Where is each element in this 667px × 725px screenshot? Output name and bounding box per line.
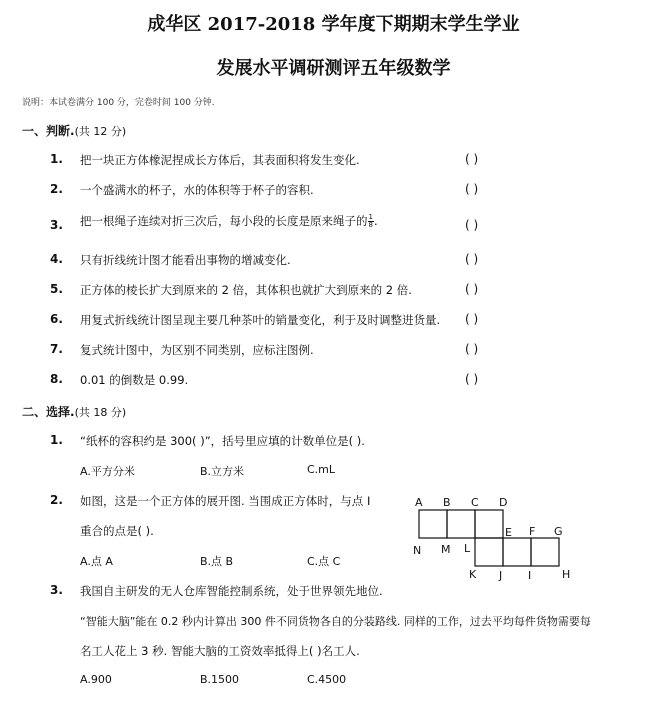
cube-net-squares — [419, 510, 559, 566]
q1-text: 把一块正方体橡泥捏成长方体后，其表面积将发生变化. — [80, 153, 360, 167]
q8-number: 8. — [50, 372, 63, 386]
q4-number: 4. — [50, 252, 63, 266]
choice-q3-text-line3: 名工人花上 3 秒. 智能大脑的工资效率抵得上( )名工人. — [80, 644, 360, 658]
cube-net-figure — [405, 492, 580, 584]
net-square-6 — [531, 538, 559, 566]
choice-q1-text: “纸杯的容积约是 300( )”，括号里应填的计数单位是( ). — [80, 434, 365, 448]
choice-q2-text-line2: 重合的点是( ). — [80, 524, 154, 538]
fraction-denominator: 8 — [368, 221, 373, 229]
net-square-4 — [475, 538, 503, 566]
q7-text: 复式统计图中，为区别不同类别，应标注图例. — [80, 343, 314, 357]
q2-number: 2. — [50, 182, 63, 196]
q3-text: 把一根绳子连续对折三次后，每小段的长度是原来绳子的 — [80, 214, 368, 228]
q3-answer-blank[interactable]: ( ) — [465, 218, 479, 232]
q3-text-wrap — [80, 213, 378, 229]
net-square-5 — [503, 538, 531, 566]
choice-q3-option-b[interactable]: B.1500 — [200, 673, 240, 686]
choice-q3-text-line1: 我国自主研发的无人仓库智能控制系统，处于世界领先地位. — [80, 584, 383, 598]
choice-q1-option-a[interactable]: A.平方分米 — [80, 465, 135, 478]
section2-points: (共 18 分) — [74, 406, 127, 419]
net-square-2 — [447, 510, 475, 538]
choice-q2-text-line1: 如图，这是一个正方体的展开图. 当围成正方体时，与点 I — [80, 494, 371, 508]
q6-text: 用复式折线统计图呈现主要几种茶叶的销量变化，利于及时调整进货量. — [80, 313, 441, 327]
net-label-e: E — [505, 526, 512, 539]
net-label-g: G — [554, 525, 563, 538]
net-label-h: H — [562, 568, 571, 581]
choice-q1-option-b[interactable]: B.立方米 — [200, 465, 245, 478]
q5-number: 5. — [50, 282, 63, 296]
choice-q2-option-b[interactable]: B.点 B — [200, 555, 234, 568]
q6-answer-blank[interactable]: ( ) — [465, 312, 479, 326]
net-label-f: F — [529, 525, 536, 538]
q3-number: 3. — [50, 218, 63, 232]
net-square-1 — [419, 510, 447, 538]
q3-tail: . — [373, 214, 378, 228]
net-label-b: B — [443, 496, 451, 509]
net-label-k: K — [469, 568, 477, 581]
choice-q3-text-line2: “智能大脑”能在 0.2 秒内计算出 300 件不同货物各自的分装路线. 同样的工作，过去平均每件货物需要每 — [80, 615, 591, 628]
choice-q3-option-c[interactable]: C.4500 — [307, 673, 347, 686]
net-label-n: N — [413, 544, 422, 557]
section1-title: 一、判断. — [22, 124, 75, 138]
exam-title-line1: 成华区 2017-2018 学年度下期期末学生学业 — [147, 14, 520, 35]
q7-answer-blank[interactable]: ( ) — [465, 342, 479, 356]
section1-points: (共 12 分) — [74, 125, 127, 138]
choice-q2-number: 2. — [50, 493, 63, 507]
q1-answer-blank[interactable]: ( ) — [465, 152, 479, 166]
net-label-a: A — [415, 496, 423, 509]
section1-heading — [22, 122, 126, 139]
q2-text: 一个盛满水的杯子，水的体积等于杯子的容积. — [80, 183, 314, 197]
q2-answer-blank[interactable]: ( ) — [465, 182, 479, 196]
q5-answer-blank[interactable]: ( ) — [465, 282, 479, 296]
choice-q1-number: 1. — [50, 433, 63, 447]
net-label-i: I — [528, 569, 532, 582]
choice-q3-number: 3. — [50, 583, 63, 597]
q7-number: 7. — [50, 342, 63, 356]
net-square-3 — [475, 510, 503, 538]
net-label-m: M — [441, 543, 451, 556]
net-label-l: L — [464, 542, 471, 555]
exam-note: 说明：本试卷满分 100 分，完卷时间 100 分钟. — [22, 98, 215, 108]
net-label-d: D — [499, 496, 508, 509]
fraction-numerator: 1 — [368, 213, 373, 221]
net-label-j: J — [499, 569, 503, 582]
q8-text: 0.01 的倒数是 0.99. — [80, 373, 189, 387]
choice-q2-option-c[interactable]: C.点 C — [307, 555, 341, 568]
choice-q2-option-a[interactable]: A.点 A — [80, 555, 113, 568]
section2-title: 二、选择. — [22, 405, 75, 419]
q4-answer-blank[interactable]: ( ) — [465, 252, 479, 266]
q6-number: 6. — [50, 312, 63, 326]
choice-q1-option-c[interactable]: C.mL — [307, 463, 336, 476]
net-label-c: C — [471, 496, 479, 509]
section2-heading — [22, 403, 126, 420]
q5-text: 正方体的棱长扩大到原来的 2 倍，其体积也就扩大到原来的 2 倍. — [80, 283, 412, 297]
q4-text: 只有折线统计图才能看出事物的增减变化. — [80, 253, 291, 267]
q1-number: 1. — [50, 152, 63, 166]
choice-q3-option-a[interactable]: A.900 — [80, 673, 112, 686]
exam-title-line2: 发展水平调研测评五年级数学 — [216, 58, 451, 79]
q8-answer-blank[interactable]: ( ) — [465, 372, 479, 386]
